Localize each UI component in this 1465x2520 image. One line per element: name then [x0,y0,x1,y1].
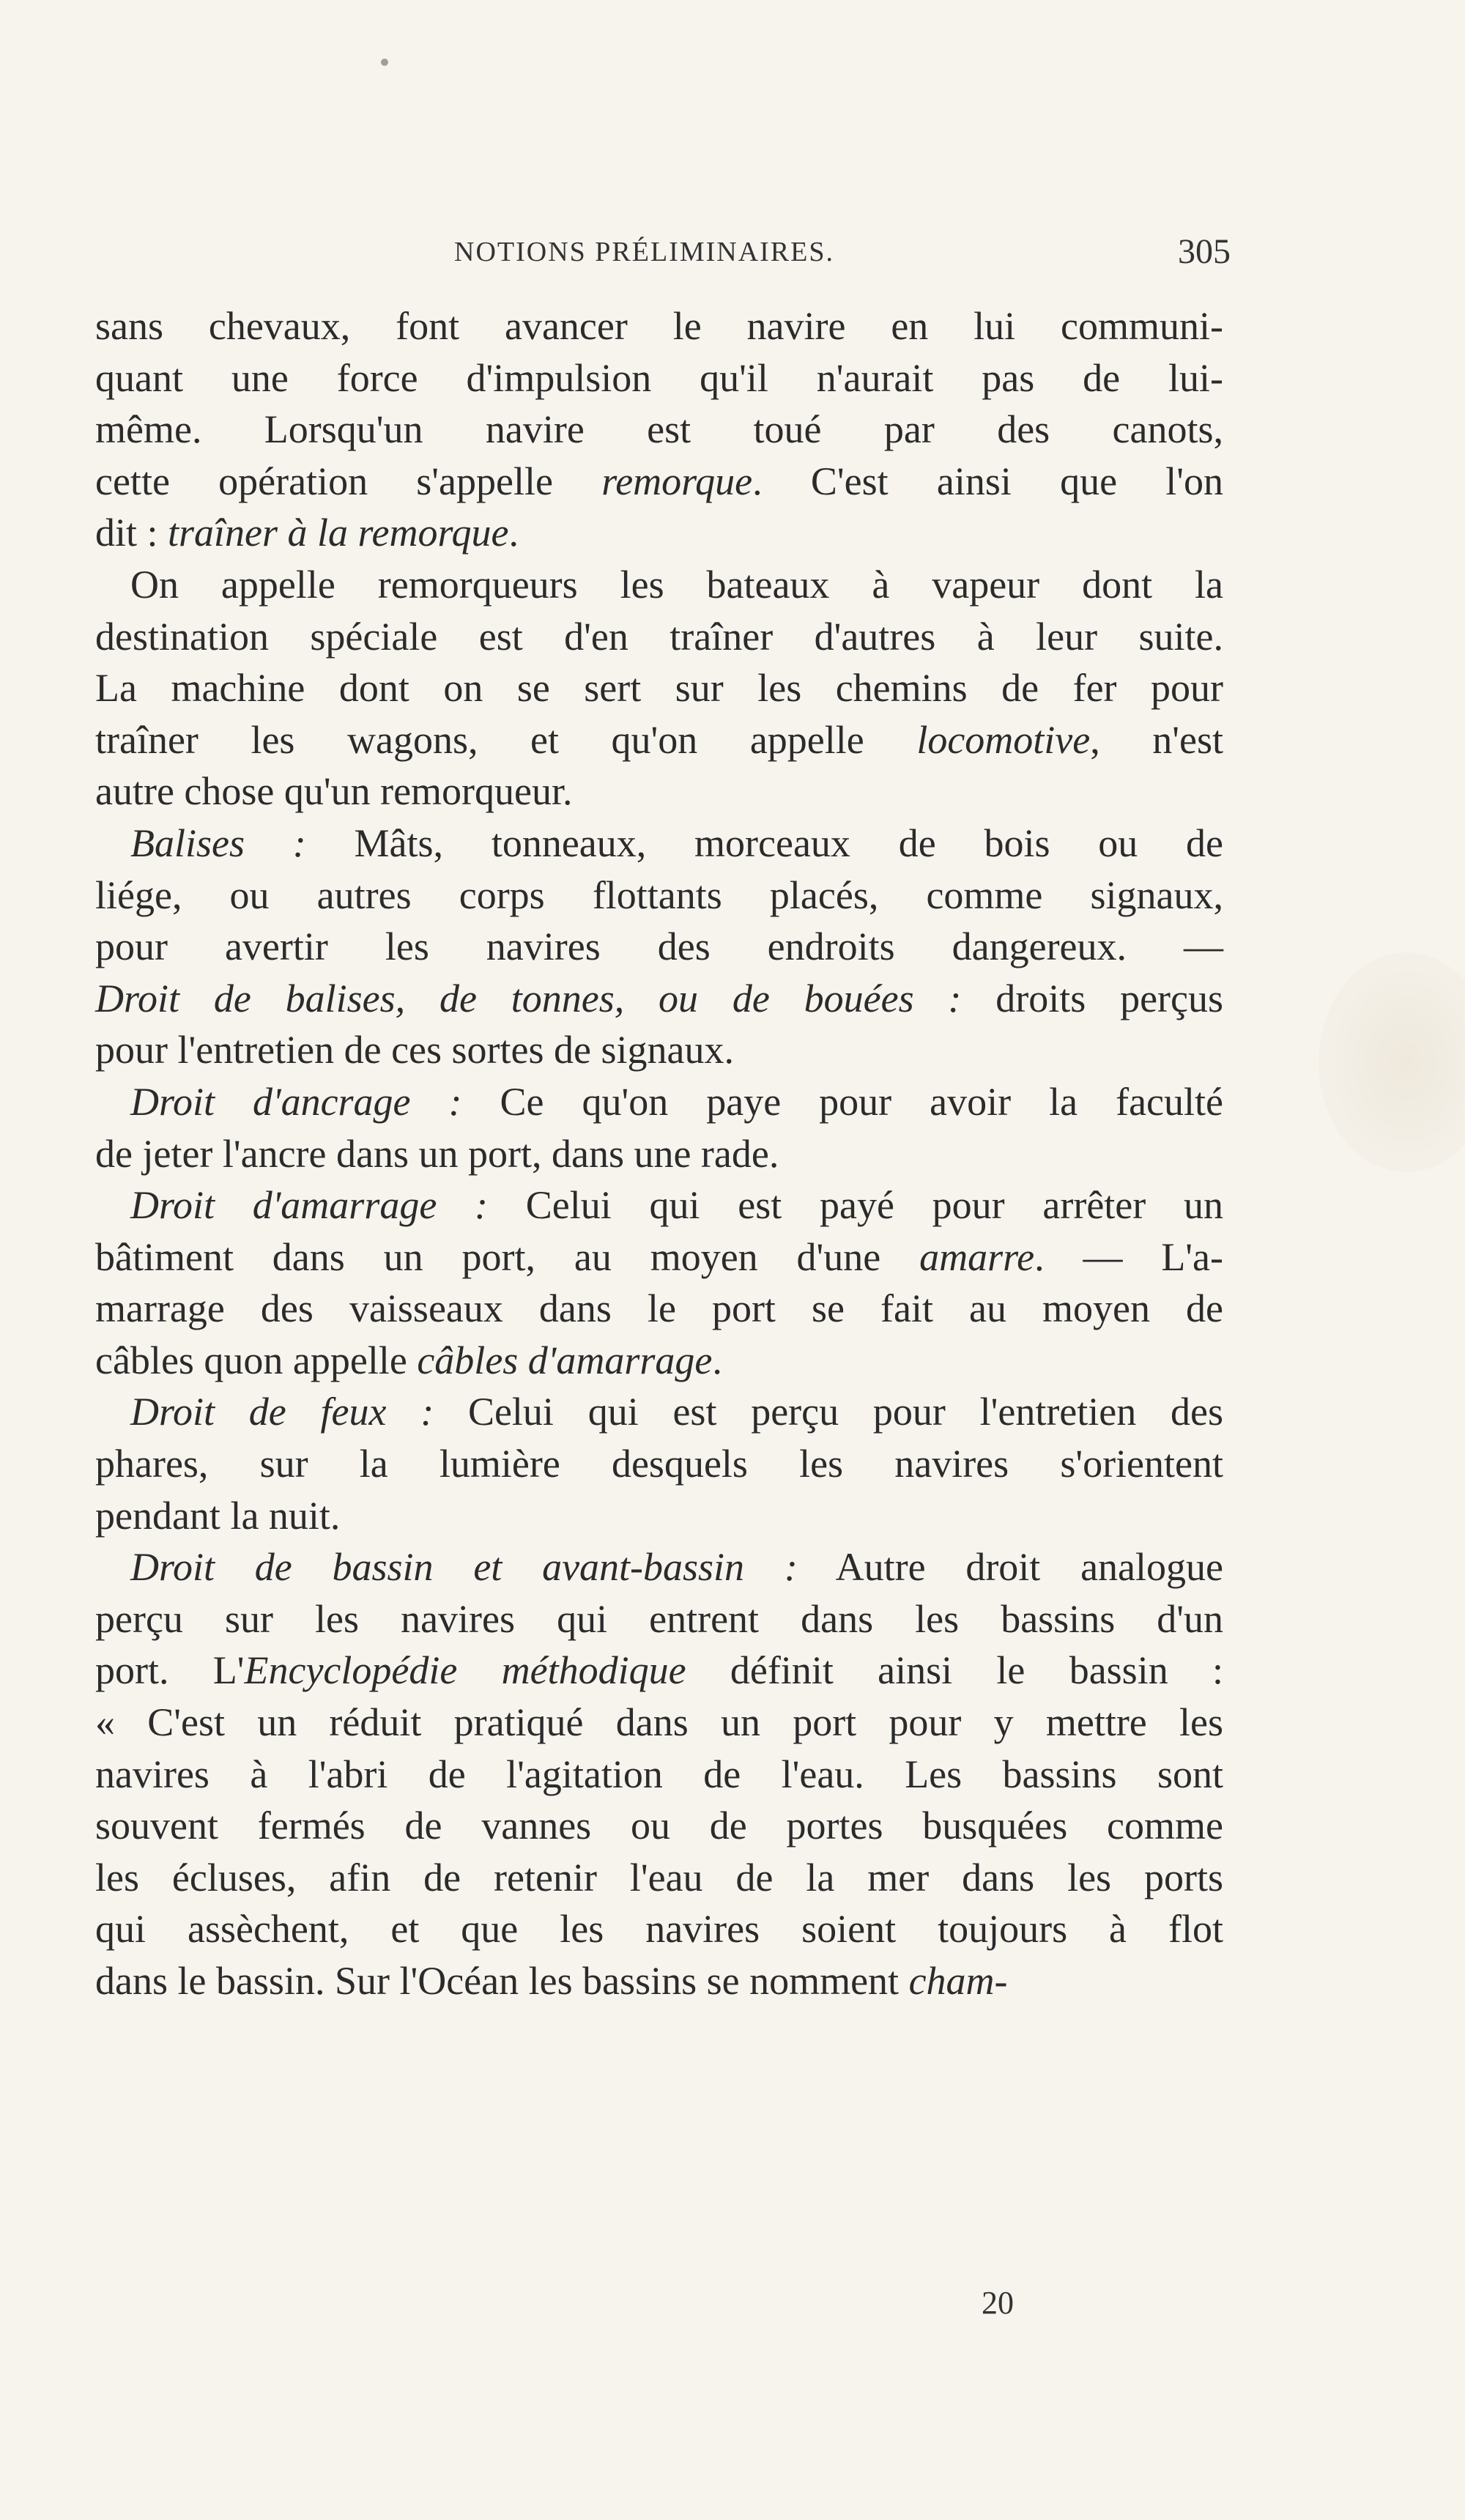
text-line [95,1024,1223,1076]
text-line [95,611,1223,663]
text-run: câbles quon appelle [95,1338,418,1382]
text-line [95,1231,1223,1283]
text-run: « C'est un réduit pratiqué dans un port pour y mettre les [95,1700,1223,1745]
text-line [95,1697,1223,1749]
text-line [95,1903,1223,1955]
italic-run: Encyclopédie méthodique [244,1648,686,1693]
text-run: On appelle remorqueurs les bateaux à vapeur dont la [130,562,1223,607]
text-run: Ce qu'on paye pour avoir la faculté [461,1079,1224,1124]
text-run: autre chose qu'un remorqueur. [95,769,573,814]
text-run: les écluses, afin de retenir l'eau de la mer dans les ports [95,1855,1223,1900]
paragraph [95,559,1223,818]
signature-mark: 20 [982,2285,1014,2321]
paragraph [95,1076,1223,1179]
text-line [95,714,1223,766]
paragraph [95,818,1223,1076]
paper-stain [1318,952,1465,1172]
italic-run: amarre [919,1234,1035,1279]
text-run: définit ainsi le bassin : [686,1648,1223,1693]
text-run: , n'est [1090,717,1224,762]
text-run: . — L'a- [1034,1234,1223,1279]
text-run: qui assèchent, et que les navires soient toujours à flot [95,1907,1223,1952]
text-line [95,662,1223,714]
text-line [95,1335,1223,1387]
text-run: sans chevaux, font avancer le navire en lui communi- [95,304,1223,348]
text-run: . [508,511,519,555]
text-line [95,921,1223,973]
text-run: Mâts, tonneaux, morceaux de bois ou de [354,820,1224,865]
text-run: pour l'entretien de ces sortes de signaux. [95,1028,734,1072]
text-run: Autre droit analogue [797,1545,1223,1590]
paper-stain [381,59,388,66]
text-line [95,1283,1223,1335]
italic-run: câbles d'amarrage [417,1338,713,1382]
text-line [95,1955,1223,2007]
italic-run: remorque [601,459,753,503]
text-run: liége, ou autres corps flottants placés, comme signaux, [95,872,1223,917]
paragraph [95,1541,1223,2006]
text-run: . C'est ainsi que l'on [752,459,1223,503]
italic-run: Droit de balises, de tonnes, ou de bouées : [95,976,962,1020]
text-run: perçu sur les navires qui entrent dans les bassins d'un [95,1596,1223,1641]
text-line [95,404,1223,456]
text-run: Celui qui est perçu pour l'entretien des [434,1390,1223,1434]
text-run: navires à l'abri de l'agitation de l'eau. Les bassins sont [95,1752,1223,1796]
italic-run: cham- [908,1959,1008,2003]
text-line [95,1852,1223,1904]
text-run: La machine dont on se sert sur les chemins de fer pour [95,666,1223,711]
text-run: quant une force d'impulsion qu'il n'aurait pas de lui- [95,355,1223,400]
text-run: dit : [95,511,168,555]
text-run: Celui qui est payé pour arrêter un [488,1183,1223,1228]
text-line [95,1749,1223,1801]
text-run: dans le bassin. Sur l'Océan les bassins se nomment [95,1959,909,2003]
text-run: pendant la nuit. [95,1493,341,1538]
text-run: port. L' [95,1648,245,1693]
text-line [95,1541,1223,1593]
italic-run: traîner à la remorque [168,511,509,555]
text-line [95,1386,1223,1438]
text-run: marrage des vaisseaux dans le port se fait au moyen de [95,1286,1223,1331]
text-line [95,559,1223,611]
text-run: . [712,1338,722,1382]
text-line [95,1645,1223,1697]
text-line [95,300,1223,352]
text-line [95,1593,1223,1645]
text-line [95,1438,1223,1490]
text-run: bâtiment dans un port, au moyen d'une [95,1234,920,1279]
paragraph [95,300,1223,559]
text-run: traîner les wagons, et qu'on appelle [95,717,917,762]
text-line [95,1800,1223,1852]
text-line [95,1490,1223,1542]
text-line [95,507,1223,559]
text-line [95,766,1223,818]
italic-run: locomotive [916,717,1091,762]
italic-run: : [245,820,355,865]
text-line [95,1076,1223,1128]
text-run: pour avertir les navires des endroits dangereux. — [95,924,1223,969]
text-run: destination spéciale est d'en traîner d'autres à leur suite. [95,614,1223,659]
text-line [95,456,1223,508]
running-title: NOTIONS PRÉLIMINAIRES. [454,237,834,267]
text-run: de jeter l'ancre dans un port, dans une rade. [95,1131,779,1176]
italic-run: Droit de feux : [130,1390,434,1434]
text-run: même. Lorsqu'un navire est toué par des canots, [95,407,1223,452]
italic-run: Balises [130,820,245,865]
body-text [95,300,1223,2007]
text-line [95,870,1223,922]
text-run: souvent fermés de vannes ou de portes busquées comme [95,1804,1223,1848]
text-line [95,818,1223,870]
paragraph [95,1179,1223,1386]
italic-run: Droit d'amarrage : [130,1183,489,1228]
text-run: droits perçus [961,976,1224,1020]
italic-run: Droit d'ancrage : [130,1079,462,1124]
text-line [95,352,1223,404]
text-run: phares, sur la lumière desquels les navires s'orientent [95,1442,1223,1486]
page-number: 305 [1178,232,1231,271]
text-line [95,973,1223,1025]
italic-run: Droit de bassin et avant-bassin : [130,1545,798,1590]
paragraph [95,1386,1223,1541]
text-run: cette opération s'appelle [95,459,602,503]
text-line [95,1128,1223,1180]
text-line [95,1179,1223,1231]
